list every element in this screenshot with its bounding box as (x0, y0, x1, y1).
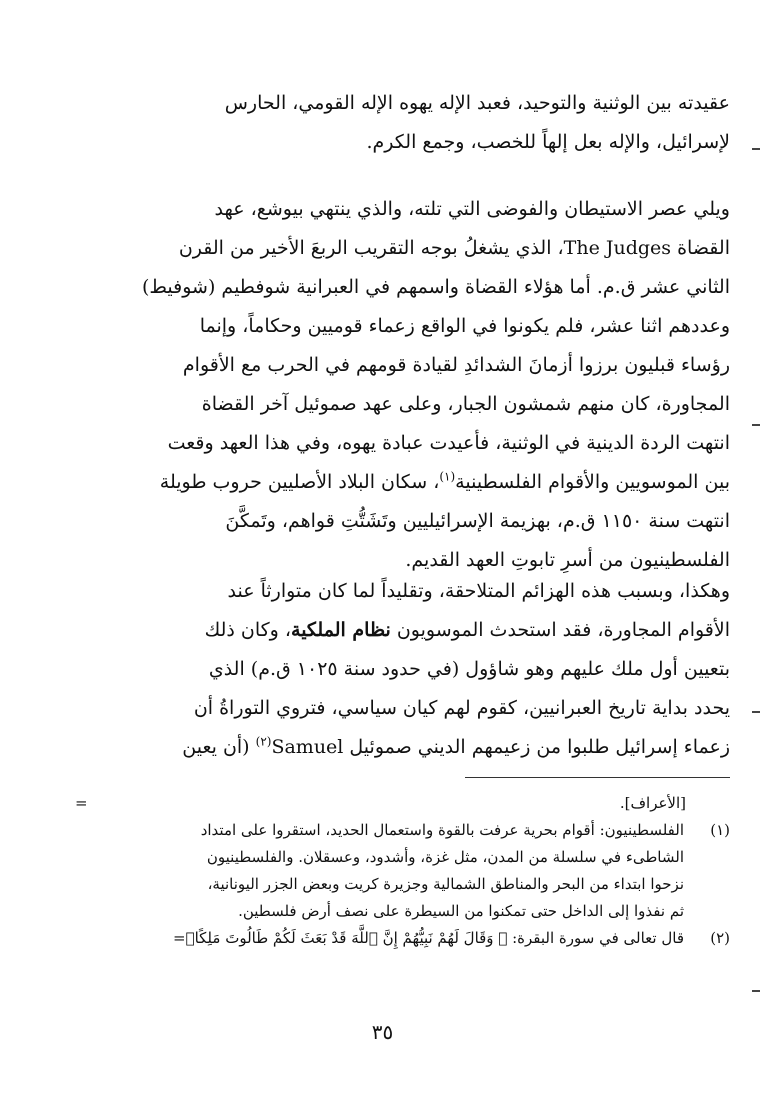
footnote-body (75, 817, 684, 925)
footnote-line: الفلسطينيون: أقوام بحرية عرفت بالقوة واستعمال الحديد، استقروا على امتداد (200, 821, 684, 839)
continuation-text: [الأعراف]. (619, 794, 686, 812)
paragraph-2 (100, 190, 730, 580)
continuation-mark: = (173, 929, 186, 947)
quran-quote: ﴿ وَقَالَ لَهُمْ نَبِيُّهُمْ إِنَّ ٱللَّهَ قَدْ بَعَثَ لَكُمْ طَالُوتَ مَلِكًاۚ (185, 929, 508, 947)
footnotes (75, 790, 730, 952)
footnote-number: (١) (710, 821, 730, 839)
text-line: المجاورة، كان منهم شمشون الجبار، وعلى عهد صموئيل آخر القضاة (201, 393, 730, 415)
text-fragment: (أن يعين (182, 736, 256, 758)
text-line: عقيدته بين الوثنية والتوحيد، فعبد الإله يهوه الإله القومي، الحارس (224, 92, 730, 114)
margin-tick (752, 990, 760, 992)
text-fragment: ، وكان ذلك (204, 619, 292, 641)
footnote-line: الشاطىء في سلسلة من المدن، مثل غزة، وأشدود، وعسقلان. والفلسطينيون (206, 848, 684, 866)
text-line: بتعيين أول ملك عليهم وهو شاؤول (في حدود سنة ١٠٢٥ ق.م) الذي (208, 658, 730, 680)
margin-tick (752, 424, 760, 426)
footnote-ref-1[interactable]: (١) (439, 469, 456, 484)
paragraph-3 (100, 572, 730, 767)
text-line: لإسرائيل، والإله بعل إلهاً للخصب، وجمع الكرم. (366, 131, 730, 153)
footnote-continuation (75, 790, 730, 817)
footnote-line: ثم نفذوا إلى الداخل حتى تمكنوا من السيطرة على نصف أرض فلسطين. (238, 902, 684, 920)
footnote-body (75, 925, 684, 952)
text-line (100, 611, 730, 650)
footnote-1 (75, 817, 730, 925)
text-line (100, 463, 730, 502)
footnote-ref-2[interactable]: (٢) (255, 734, 272, 749)
text-line: ويلي عصر الاستيطان والفوضى التي تلته، والذي ينتهي بيوشع، عهد (214, 198, 730, 220)
footnote-line (75, 925, 684, 952)
text-fragment: الأقوام المجاورة، فقد استحدث الموسويون (390, 619, 730, 641)
footnote-number: (٢) (710, 929, 730, 947)
text-line: انتهت الردة الدينية في الوثنية، فأعيدت عبادة يهوه، وفي هذا العهد وقعت (167, 432, 730, 454)
margin-tick (752, 148, 760, 150)
text-line: يحدد بداية تاريخ العبرانيين، كقوم لهم كيان سياسي، فتروي التوراةُ أن (193, 697, 730, 719)
text-line: الثاني عشر ق.م. أما هؤلاء القضاة واسمهم في العبرانية شوفطيم (شوفيط) (141, 276, 730, 298)
text-line: وهكذا، وبسبب هذه الهزائم المتلاحقة، وتقليداً لما كان متوارثاً عند (227, 580, 730, 602)
text-fragment: ، سكان البلاد الأصليين حروب طويلة (159, 471, 440, 493)
text-line: رؤساء قبليون برزوا أزمانَ الشدائدِ لقيادة قومهم في الحرب مع الأقوام (182, 354, 730, 376)
text-fragment: زعماء إسرائيل طلبوا من زعيمهم الديني صموئيل Samuel (271, 736, 730, 758)
footnote-2 (75, 925, 730, 952)
bold-term: نظام الملكية (291, 619, 391, 641)
paragraph-1 (100, 84, 730, 162)
text-line: انتهت سنة ١١٥٠ ق.م، بهزيمة الإسرائيليين وتَشَتُّتِ قواهم، وتَمكَّنَ (225, 510, 730, 532)
text-fragment: قال تعالى في سورة البقرة: (507, 929, 684, 947)
text-line: القضاة The Judges، الذي يشغلُ بوجه التقريب الربعَ الأخير من القرن (178, 237, 730, 259)
footnote-line: نزحوا ابتداء من البحر والمناطق الشمالية وجزيرة كريت وبعض الجزر اليونانية، (207, 875, 684, 893)
text-line (100, 728, 730, 767)
text-line: وعددهم اثنا عشر، فلم يكونوا في الواقع زعماء قوميين وحكاماً، وإنما (199, 315, 730, 337)
page-number: ٣٥ (371, 1020, 394, 1044)
footnote-divider (465, 777, 730, 778)
margin-tick (752, 711, 760, 713)
text-line: الفلسطينيون من أسرِ تابوتِ العهد القديم. (405, 549, 730, 571)
continuation-mark: = (75, 794, 88, 812)
text-fragment: بين الموسويين والأقوام الفلسطينية (455, 471, 730, 493)
